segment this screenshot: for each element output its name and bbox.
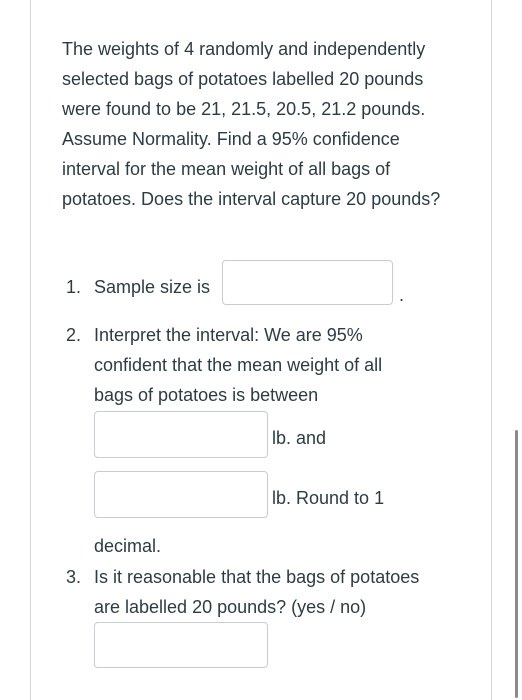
reasonable-answer-input[interactable]	[94, 622, 268, 668]
item-3-line-1: Is it reasonable that the bags of potatoes	[94, 567, 420, 587]
upper-bound-input[interactable]	[94, 471, 268, 518]
item-1-suffix: .	[399, 285, 405, 305]
item-2-trailing: decimal.	[94, 536, 162, 556]
item-1-number: 1.	[66, 277, 82, 297]
item-2-line-3: bags of potatoes is between	[94, 385, 319, 405]
item-2-after-lower: lb. and	[272, 428, 327, 448]
item-1-label: Sample size is	[94, 277, 211, 297]
item-2-number: 2.	[66, 325, 82, 345]
item-3-line-2: are labelled 20 pounds? (yes / no)	[94, 597, 367, 617]
item-2-after-upper: lb. Round to 1	[272, 488, 385, 508]
scrollbar[interactable]	[515, 430, 518, 698]
lower-bound-input[interactable]	[94, 411, 268, 458]
sample-size-input[interactable]	[222, 260, 393, 305]
item-2-line-2: confident that the mean weight of all	[94, 355, 383, 375]
item-2-line-1: Interpret the interval: We are 95%	[94, 325, 363, 345]
question-text: The weights of 4 randomly and independently selected bags of potatoes labelled 20 pounds were found to be 21, 21.5, 20.5, 21.2 pounds. Assume Normality. Find a 95% confidence interval for the mean weight of all bags of potatoes. Does the interval capture 20 pounds?	[62, 39, 441, 209]
question-card	[30, 0, 492, 700]
item-3-number: 3.	[66, 567, 82, 587]
